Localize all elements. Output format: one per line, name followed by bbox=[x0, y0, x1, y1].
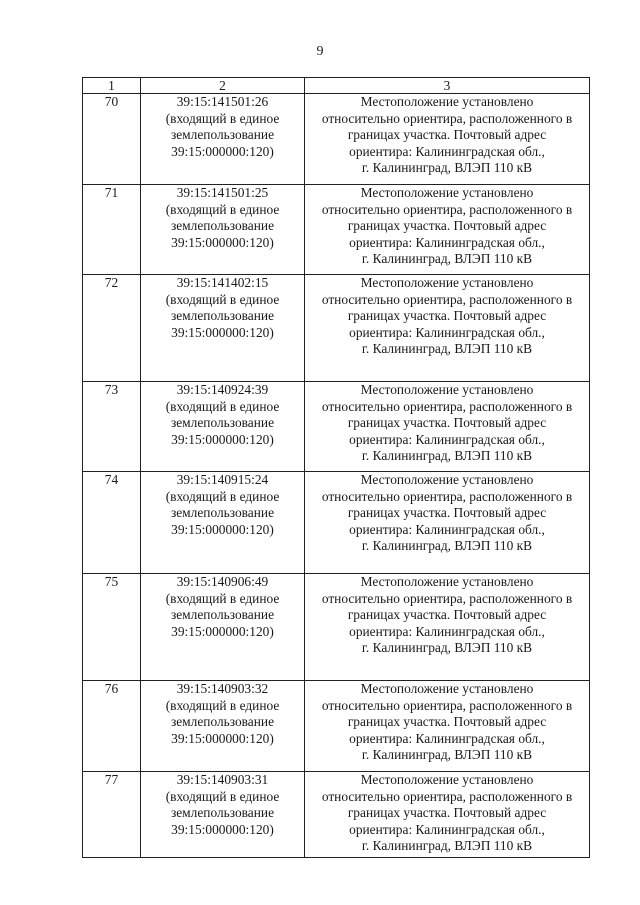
cadastral-note-line: землепользование bbox=[170, 415, 275, 431]
location-line: относительно ориентира, расположенного в bbox=[321, 590, 573, 606]
location-line: Местоположение установлено bbox=[360, 185, 534, 200]
location-cell bbox=[305, 681, 590, 772]
row-number: 75 bbox=[83, 574, 141, 681]
location-line: г. Калининград, ВЛЭП 110 кВ bbox=[361, 640, 533, 656]
row-number: 76 bbox=[83, 681, 141, 772]
location-line: ориентира: Калининградская обл., bbox=[349, 821, 545, 837]
cadastral-note-line: (входящий в единое bbox=[165, 398, 280, 414]
cadastral-note-line: 39:15:000000:120) bbox=[171, 234, 274, 250]
cadastral-cell bbox=[141, 382, 305, 472]
location-line: границах участка. Почтовый адрес bbox=[347, 308, 547, 324]
cadastral-note-line: 39:15:000000:120) bbox=[171, 431, 274, 447]
cadastral-note-line: 39:15:000000:120) bbox=[171, 730, 274, 746]
location-line: Местоположение установлено bbox=[360, 574, 534, 589]
cadastral-note-line: (входящий в единое bbox=[165, 110, 280, 126]
cadastral-note-line: землепользование bbox=[170, 805, 275, 821]
cadastral-note-line: землепользование bbox=[170, 714, 275, 730]
cadastral-note-line: землепользование bbox=[170, 607, 275, 623]
location-line: ориентира: Калининградская обл., bbox=[349, 521, 545, 537]
cadastral-note-line: (входящий в единое bbox=[165, 590, 280, 606]
location-cell bbox=[305, 574, 590, 681]
column-header: 1 bbox=[83, 78, 141, 94]
cadastral-number: 39:15:141501:25 bbox=[176, 185, 269, 200]
row-number: 77 bbox=[83, 772, 141, 858]
location-line: ориентира: Калининградская обл., bbox=[349, 623, 545, 639]
location-line: Местоположение установлено bbox=[360, 772, 534, 787]
cadastral-note-line: 39:15:000000:120) bbox=[171, 821, 274, 837]
cadastral-note-line: (входящий в единое bbox=[165, 697, 280, 713]
location-line: относительно ориентира, расположенного в bbox=[321, 110, 573, 126]
location-line: границах участка. Почтовый адрес bbox=[347, 714, 547, 730]
location-cell bbox=[305, 472, 590, 574]
cadastral-note-line: землепользование bbox=[170, 218, 275, 234]
table-row bbox=[83, 382, 590, 472]
table-row bbox=[83, 772, 590, 858]
cadastral-note-line: 39:15:000000:120) bbox=[171, 521, 274, 537]
cadastral-cell bbox=[141, 681, 305, 772]
location-line: относительно ориентира, расположенного в bbox=[321, 788, 573, 804]
cadastral-note-line: 39:15:000000:120) bbox=[171, 623, 274, 639]
table-row bbox=[83, 275, 590, 382]
table-row bbox=[83, 681, 590, 772]
location-line: г. Калининград, ВЛЭП 110 кВ bbox=[361, 251, 533, 267]
location-line: относительно ориентира, расположенного в bbox=[321, 398, 573, 414]
row-number: 72 bbox=[83, 275, 141, 382]
cadastral-cell bbox=[141, 94, 305, 185]
location-line: Местоположение установлено bbox=[360, 472, 534, 487]
cadastral-cell bbox=[141, 472, 305, 574]
cadastral-note-line: землепользование bbox=[170, 308, 275, 324]
column-header: 2 bbox=[141, 78, 305, 94]
location-line: ориентира: Калининградская обл., bbox=[349, 324, 545, 340]
location-line: ориентира: Калининградская обл., bbox=[349, 234, 545, 250]
cadastral-cell bbox=[141, 574, 305, 681]
location-line: границах участка. Почтовый адрес bbox=[347, 805, 547, 821]
cadastral-number: 39:15:140906:49 bbox=[176, 574, 269, 589]
cadastral-note-line: 39:15:000000:120) bbox=[171, 143, 274, 159]
cadastral-cell bbox=[141, 185, 305, 275]
table-row bbox=[83, 472, 590, 574]
location-cell bbox=[305, 275, 590, 382]
cadastral-note-line: землепользование bbox=[170, 505, 275, 521]
location-line: г. Калининград, ВЛЭП 110 кВ bbox=[361, 747, 533, 763]
cadastral-note-line: (входящий в единое bbox=[165, 201, 280, 217]
location-line: Местоположение установлено bbox=[360, 275, 534, 290]
cadastral-note-line: (входящий в единое bbox=[165, 291, 280, 307]
location-line: Местоположение установлено bbox=[360, 681, 534, 696]
cadastral-number: 39:15:140915:24 bbox=[176, 472, 269, 487]
cadastral-number: 39:15:141402:15 bbox=[176, 275, 269, 290]
location-line: относительно ориентира, расположенного в bbox=[321, 291, 573, 307]
location-line: границах участка. Почтовый адрес bbox=[347, 505, 547, 521]
location-line: границах участка. Почтовый адрес bbox=[347, 415, 547, 431]
location-line: границах участка. Почтовый адрес bbox=[347, 127, 547, 143]
location-line: ориентира: Калининградская обл., bbox=[349, 431, 545, 447]
location-line: ориентира: Калининградская обл., bbox=[349, 730, 545, 746]
location-line: Местоположение установлено bbox=[360, 382, 534, 397]
location-line: г. Калининград, ВЛЭП 110 кВ bbox=[361, 538, 533, 554]
location-line: Местоположение установлено bbox=[360, 94, 534, 109]
table-header-row bbox=[83, 78, 590, 94]
location-line: относительно ориентира, расположенного в bbox=[321, 488, 573, 504]
table-row bbox=[83, 574, 590, 681]
location-line: г. Калининград, ВЛЭП 110 кВ bbox=[361, 448, 533, 464]
cadastral-note-line: (входящий в единое bbox=[165, 788, 280, 804]
page-number: 9 bbox=[316, 44, 324, 59]
cadastral-number: 39:15:140903:31 bbox=[176, 772, 269, 787]
cadastral-number: 39:15:140903:32 bbox=[176, 681, 269, 696]
table-row bbox=[83, 185, 590, 275]
location-line: г. Калининград, ВЛЭП 110 кВ bbox=[361, 160, 533, 176]
location-line: г. Калининград, ВЛЭП 110 кВ bbox=[361, 341, 533, 357]
location-line: относительно ориентира, расположенного в bbox=[321, 697, 573, 713]
row-number: 70 bbox=[83, 94, 141, 185]
location-cell bbox=[305, 772, 590, 858]
land-plot-table bbox=[82, 77, 590, 858]
location-line: относительно ориентира, расположенного в bbox=[321, 201, 573, 217]
column-header: 3 bbox=[305, 78, 590, 94]
location-cell bbox=[305, 94, 590, 185]
location-line: г. Калининград, ВЛЭП 110 кВ bbox=[361, 838, 533, 854]
cadastral-cell bbox=[141, 772, 305, 858]
row-number: 74 bbox=[83, 472, 141, 574]
location-cell bbox=[305, 185, 590, 275]
cadastral-number: 39:15:141501:26 bbox=[176, 94, 269, 109]
location-cell bbox=[305, 382, 590, 472]
cadastral-note-line: 39:15:000000:120) bbox=[171, 324, 274, 340]
cadastral-number: 39:15:140924:39 bbox=[176, 382, 269, 397]
location-line: ориентира: Калининградская обл., bbox=[349, 143, 545, 159]
table-row bbox=[83, 94, 590, 185]
cadastral-note-line: землепользование bbox=[170, 127, 275, 143]
row-number: 73 bbox=[83, 382, 141, 472]
cadastral-cell bbox=[141, 275, 305, 382]
location-line: границах участка. Почтовый адрес bbox=[347, 218, 547, 234]
location-line: границах участка. Почтовый адрес bbox=[347, 607, 547, 623]
cadastral-note-line: (входящий в единое bbox=[165, 488, 280, 504]
row-number: 71 bbox=[83, 185, 141, 275]
